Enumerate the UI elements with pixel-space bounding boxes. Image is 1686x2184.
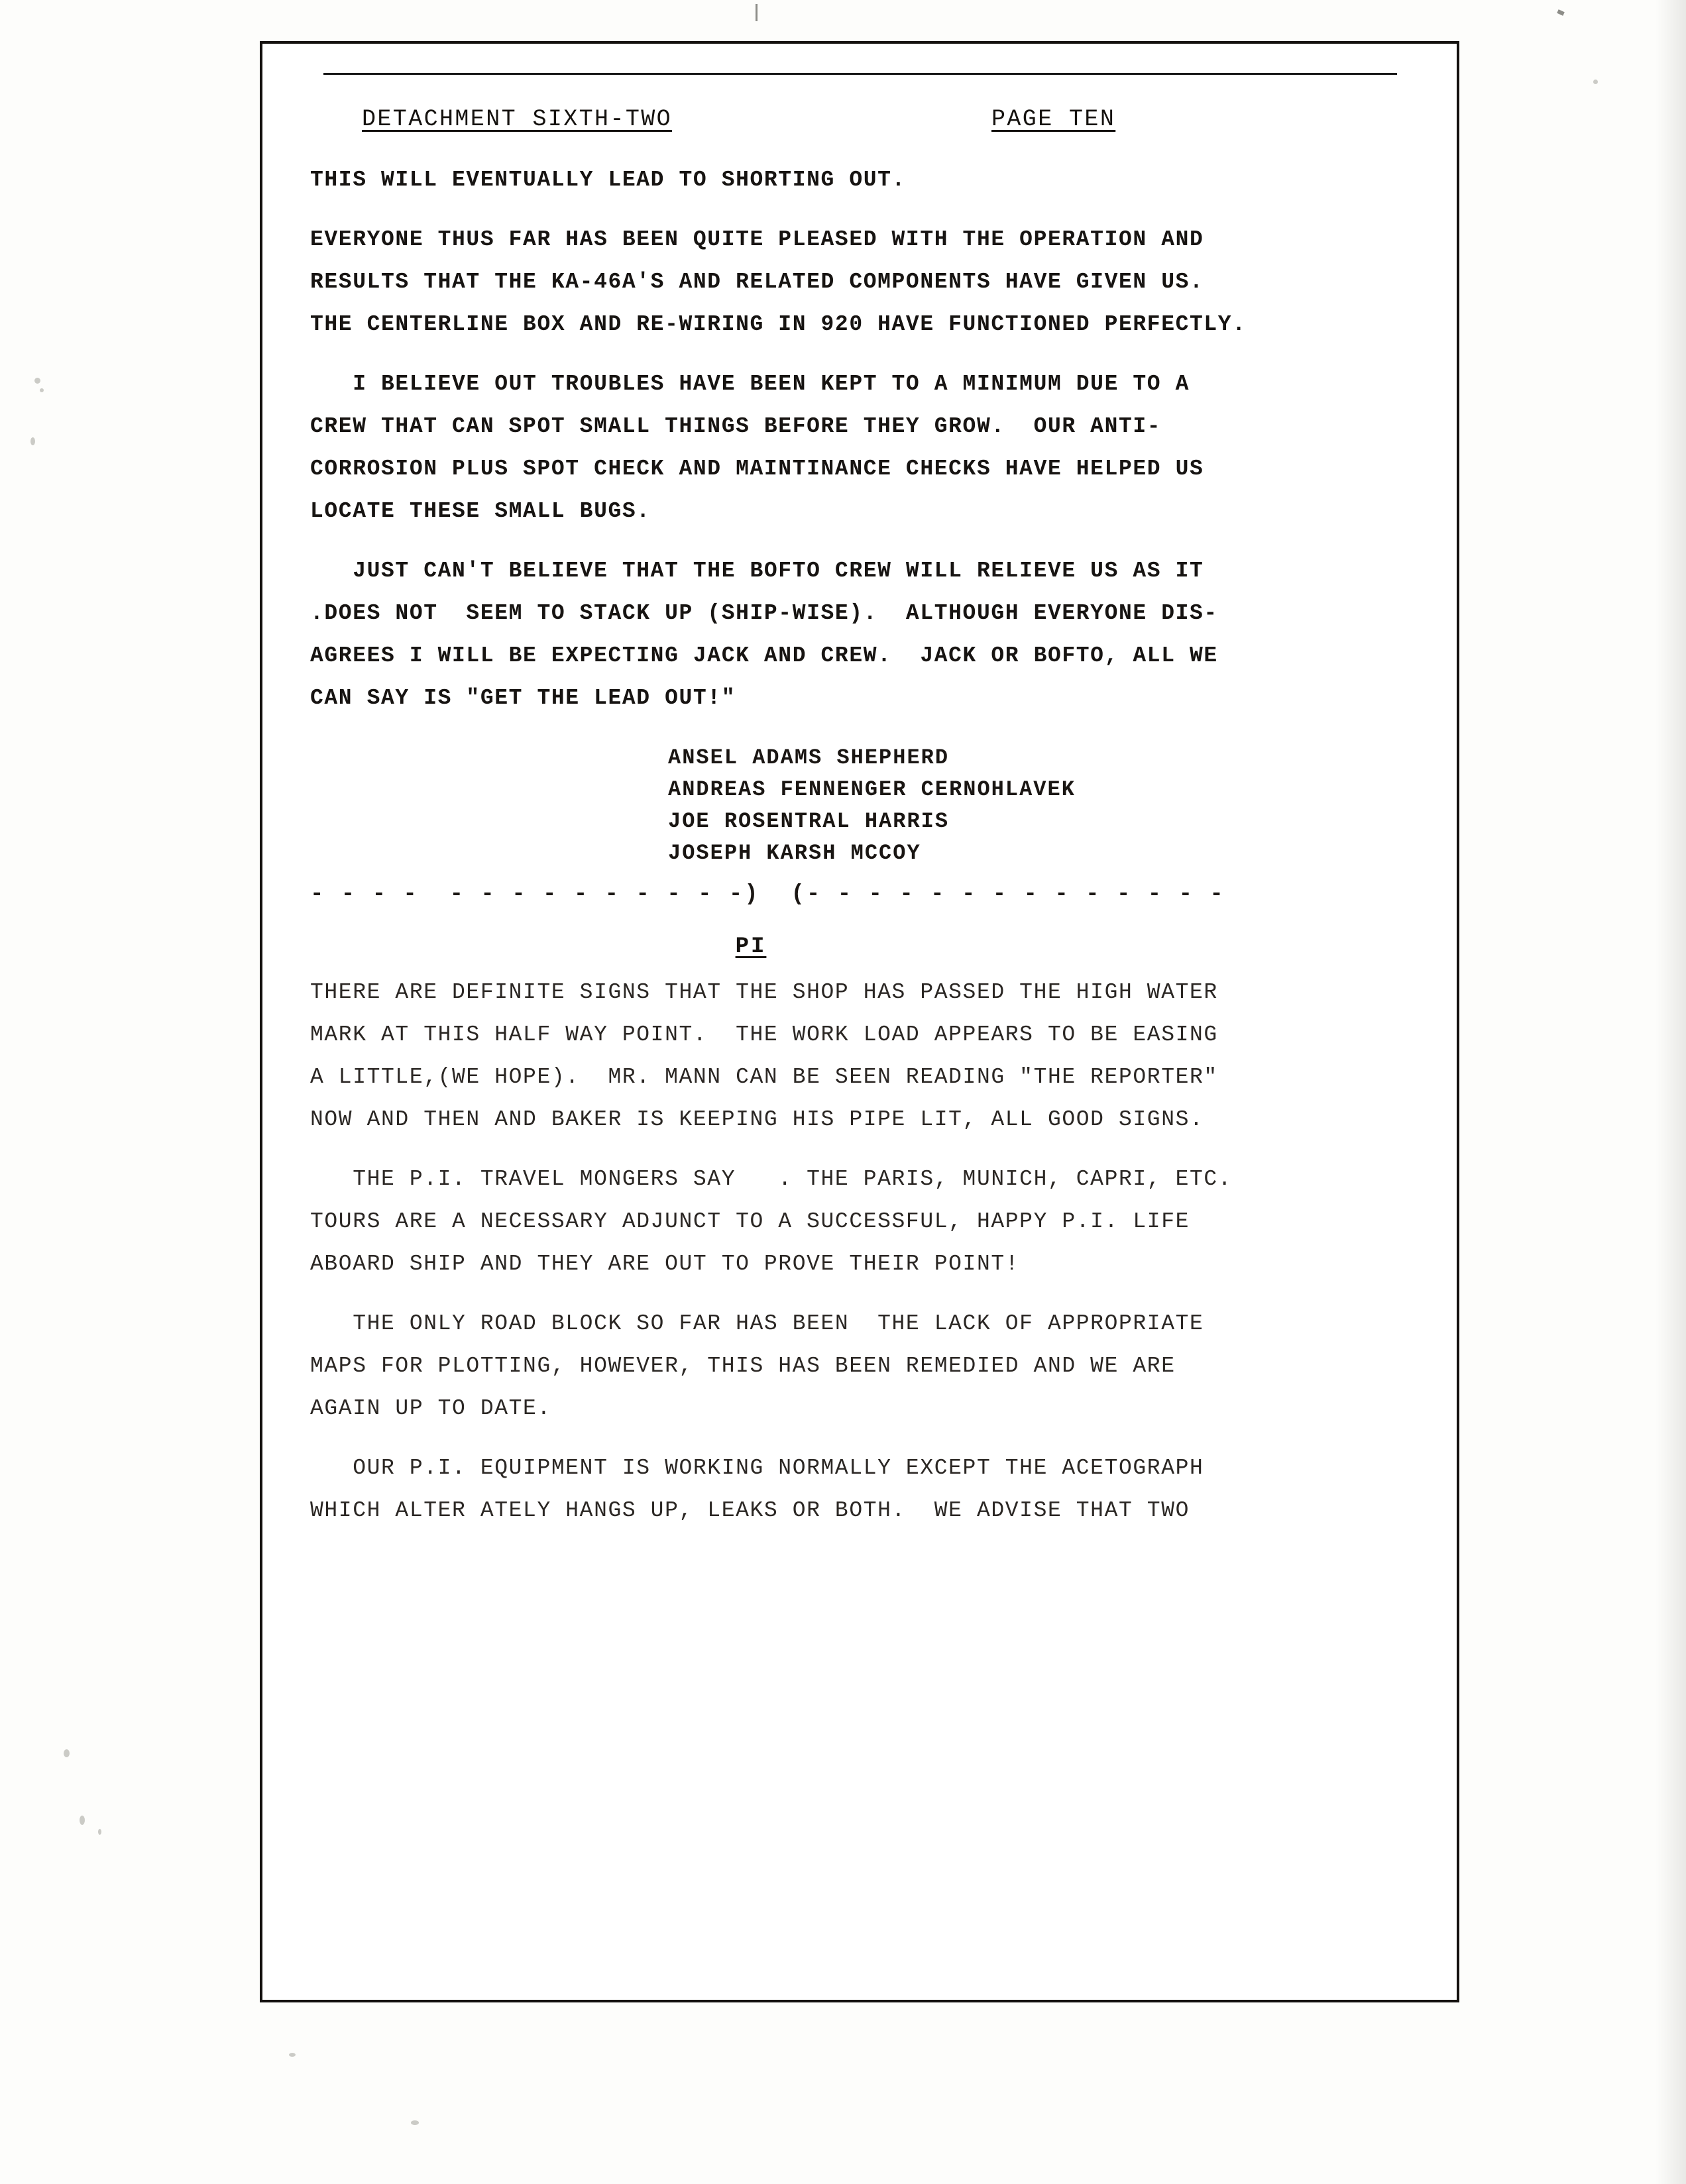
document-frame	[260, 41, 1459, 2002]
text-line: TOURS ARE A NECESSARY ADJUNCT TO A SUCCESSFUL, HAPPY P.I. LIFE	[310, 1209, 1190, 1234]
document-text-body	[310, 159, 1410, 1549]
paragraph	[310, 550, 1410, 720]
text-line: .DOES NOT SEEM TO STACK UP (SHIP-WISE). ALTHOUGH EVERYONE DIS-	[310, 601, 1218, 626]
signature-name: JOSEPH KARSH MCCOY	[668, 841, 921, 865]
header-rule	[323, 73, 1397, 75]
section-divider: - - - - - - - - - - - - - -) (- - - - - - - - - - - - - -	[310, 882, 1225, 907]
text-line: CREW THAT CAN SPOT SMALL THINGS BEFORE THEY GROW. OUR ANTI-	[310, 414, 1162, 439]
paragraph	[310, 1303, 1410, 1430]
text-line: AGREES I WILL BE EXPECTING JACK AND CREW. JACK OR BOFTO, ALL WE	[310, 643, 1218, 668]
scan-artifact	[34, 378, 40, 384]
text-line: OUR P.I. EQUIPMENT IS WORKING NORMALLY EXCEPT THE ACETOGRAPH	[310, 1456, 1204, 1480]
scan-artifact	[756, 4, 758, 21]
text-line: MARK AT THIS HALF WAY POINT. THE WORK LOAD APPEARS TO BE EASING	[310, 1022, 1218, 1047]
paragraph	[310, 971, 1410, 1141]
text-line: AGAIN UP TO DATE.	[310, 1396, 551, 1421]
text-line: MAPS FOR PLOTTING, HOWEVER, THIS HAS BEEN REMEDIED AND WE ARE	[310, 1354, 1176, 1378]
scan-artifact	[411, 2120, 419, 2125]
scan-artifact	[1557, 9, 1565, 16]
document-body	[297, 60, 1424, 1981]
paragraph	[310, 159, 1410, 201]
text-line: CORROSION PLUS SPOT CHECK AND MAINTINANCE CHECKS HAVE HELPED US	[310, 457, 1204, 481]
text-line: THE ONLY ROAD BLOCK SO FAR HAS BEEN THE LACK OF APPROPRIATE	[310, 1311, 1204, 1336]
text-line: ABOARD SHIP AND THEY ARE OUT TO PROVE THEIR POINT!	[310, 1252, 1020, 1276]
text-line: THERE ARE DEFINITE SIGNS THAT THE SHOP HAS PASSED THE HIGH WATER	[310, 980, 1218, 1005]
text-line: EVERYONE THUS FAR HAS BEEN QUITE PLEASED WITH THE OPERATION AND	[310, 227, 1204, 252]
paragraph	[310, 1158, 1410, 1285]
text-line: CAN SAY IS "GET THE LEAD OUT!"	[310, 686, 736, 710]
scan-artifact	[289, 2053, 296, 2057]
section-heading-label: PI	[735, 934, 767, 959]
scan-artifact	[40, 388, 44, 392]
document-header	[297, 106, 1410, 142]
scan-artifact	[64, 1749, 70, 1757]
signature-name: ANSEL ADAMS SHEPHERD	[668, 745, 950, 770]
signature-block	[310, 742, 1410, 869]
text-line: THE P.I. TRAVEL MONGERS SAY . THE PARIS, MUNICH, CAPRI, ETC.	[310, 1167, 1233, 1191]
page-edge-shadow	[1656, 0, 1686, 2184]
scan-artifact	[30, 437, 35, 445]
scan-artifact	[98, 1829, 101, 1835]
text-line: JUST CAN'T BELIEVE THAT THE BOFTO CREW WILL RELIEVE US AS IT	[310, 559, 1204, 583]
section-heading	[310, 934, 1410, 959]
paragraph	[310, 1447, 1410, 1532]
signature-name: ANDREAS FENNENGER CERNOHLAVEK	[668, 777, 1076, 802]
text-line: THIS WILL EVENTUALLY LEAD TO SHORTING OUT.	[310, 168, 906, 192]
signature-name: JOE ROSENTRAL HARRIS	[668, 809, 950, 834]
text-line: RESULTS THAT THE KA-46A'S AND RELATED COMPONENTS HAVE GIVEN US.	[310, 270, 1204, 294]
text-line: A LITTLE,(WE HOPE). MR. MANN CAN BE SEEN READING "THE REPORTER"	[310, 1065, 1218, 1089]
scan-artifact	[80, 1816, 85, 1825]
header-page-number: PAGE TEN	[991, 106, 1116, 133]
text-line: LOCATE THESE SMALL BUGS.	[310, 499, 651, 523]
text-line: WHICH ALTER ATELY HANGS UP, LEAKS OR BOTH. WE ADVISE THAT TWO	[310, 1498, 1190, 1523]
text-line: I BELIEVE OUT TROUBLES HAVE BEEN KEPT TO A MINIMUM DUE TO A	[310, 372, 1190, 396]
text-line: THE CENTERLINE BOX AND RE-WIRING IN 920 HAVE FUNCTIONED PERFECTLY.	[310, 312, 1247, 337]
header-detachment-title: DETACHMENT SIXTH-TWO	[362, 106, 673, 133]
paragraph	[310, 219, 1410, 346]
text-line: NOW AND THEN AND BAKER IS KEEPING HIS PIPE LIT, ALL GOOD SIGNS.	[310, 1107, 1204, 1132]
paragraph	[310, 363, 1410, 533]
scan-artifact	[1593, 80, 1598, 84]
